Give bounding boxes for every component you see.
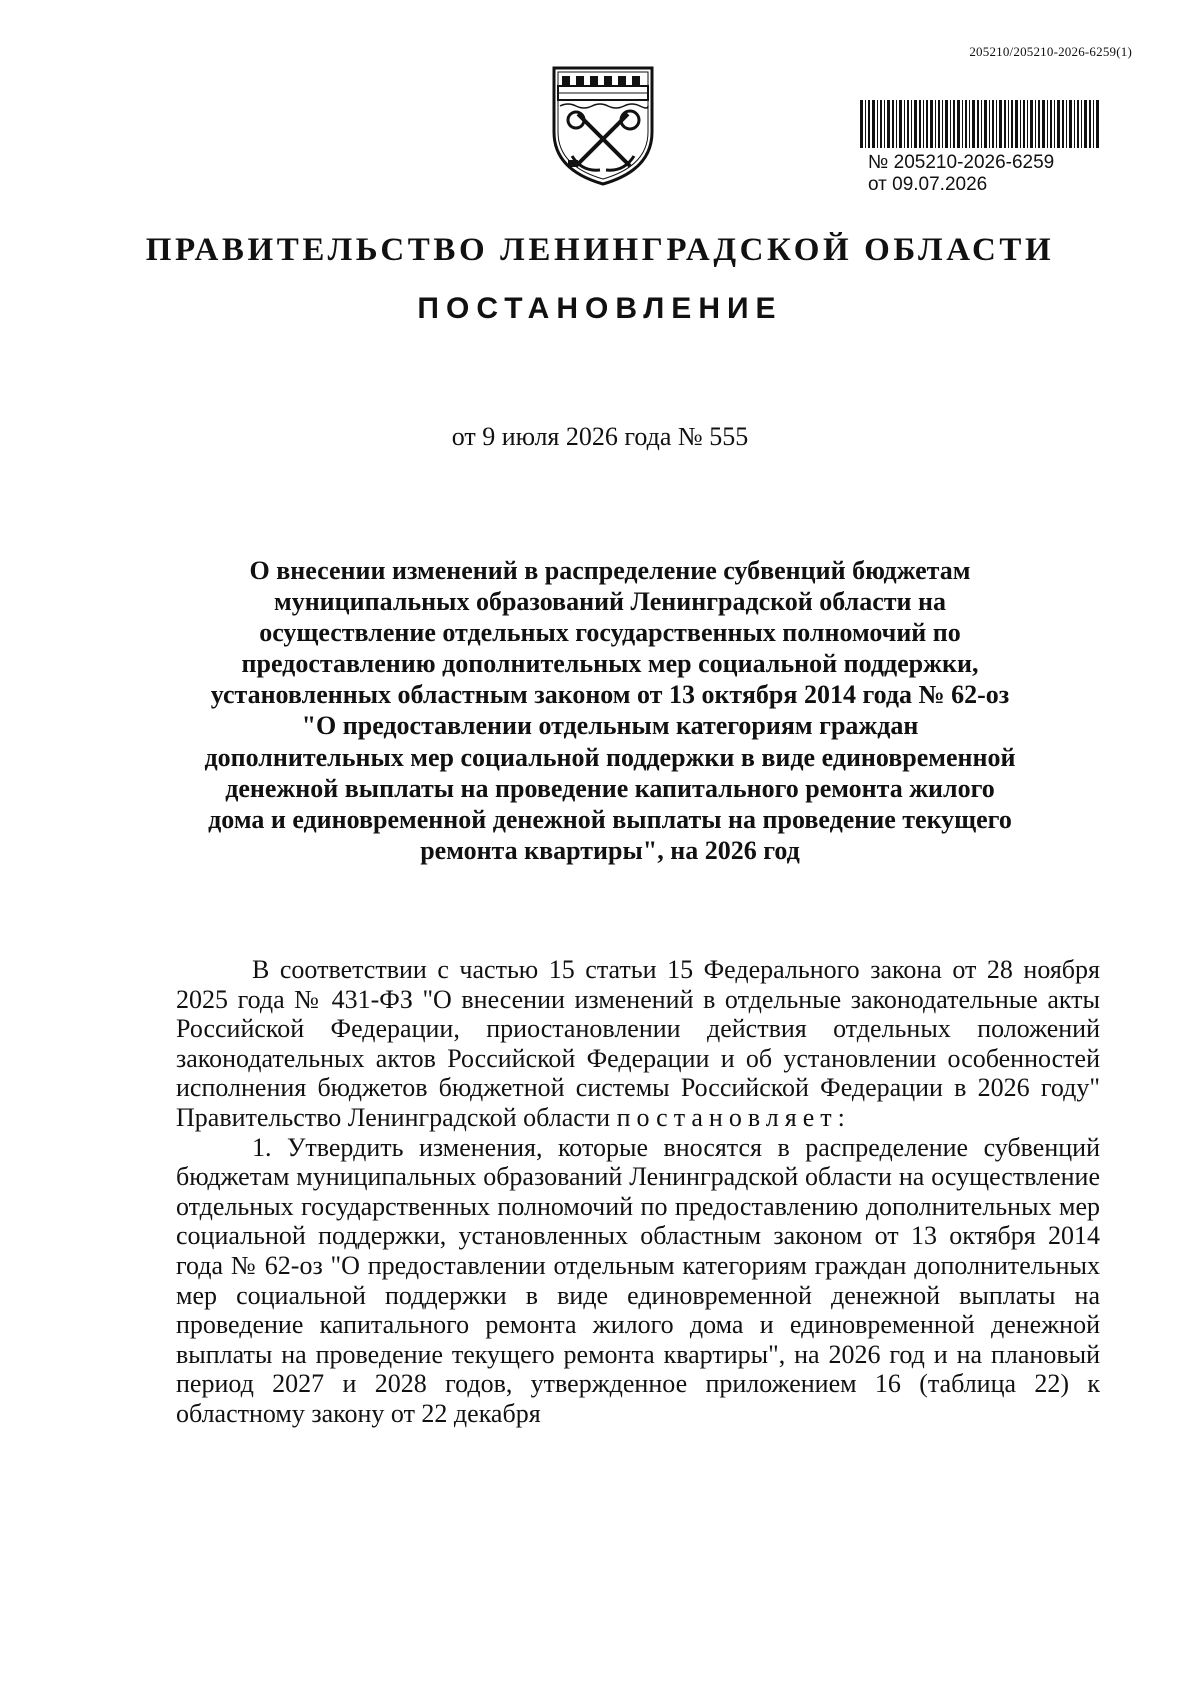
preamble-paragraph — [176, 955, 1100, 1133]
document-date-number: от 9 июля 2026 года № 555 — [451, 422, 749, 451]
barcode-icon — [860, 100, 1100, 148]
preamble-text: В соответствии с частью 15 статьи 15 Федерального закона от 28 ноября 2025 года № 431-ФЗ "О внесении изменений в отдельные законодательные акты Российской Федерации, приостановлении действия отдельных положений законодательных актов Российской Федерации и об установлении особенностей исполнения бюджетов бюджетной системы Российской Федерации в 2026 году" Правительство Ленинградской области — [176, 955, 1100, 1132]
registration-date: от 09.07.2026 — [868, 174, 988, 195]
item-1-paragraph: 1. Утвердить изменения, которые вносятся в распределение субвенций бюджетам муниципальных образований Ленинградской области на осуществление отдельных государственных полномочий по предоставлению дополнительных мер социальной поддержки, установленных областным законом от 13 октября 2014 года № 62-оз "О предоставлении отдельным категориям граждан дополнительных мер социальной поддержки в виде единовременной денежной выплаты на проведение капитального ремонта жилого дома и единовременной денежной выплаты на проведение текущего ремонта квартиры", на 2026 год и на плановый период 2027 и 2028 годов, утвержденное приложением 16 (таблица 22) к областному закону от 22 декабря — [176, 1132, 1100, 1428]
government-title: ПРАВИТЕЛЬСТВО ЛЕНИНГРАДСКОЙ ОБЛАСТИ — [145, 232, 1055, 268]
registration-number: № 205210-2026-6259 — [868, 152, 1055, 173]
decree-word: постановляет: — [616, 1102, 851, 1132]
document-reference: 205210/205210-2026-6259(1) — [969, 44, 1132, 59]
coat-of-arms-icon — [548, 62, 658, 187]
document-type: ПОСТАНОВЛЕНИЕ — [417, 292, 783, 325]
registration-block — [860, 100, 1100, 196]
document-body — [176, 955, 1100, 1429]
document-subject: О внесении изменений в распределение субвенций бюджетам муниципальных образований Ленинградской области на осуществление отдельных государственных полномочий по предоставлению дополнительных мер социальной поддержки, установленных областным законом от 13 октября 2014 года № 62-оз "О предоставлении отдельным категориям граждан дополнительных мер социальной поддержки в виде единовременной денежной выплаты на проведение капитального ремонта жилого дома и единовременной денежной выплаты на проведение текущего ремонта квартиры", на 2026 год — [204, 556, 1016, 865]
